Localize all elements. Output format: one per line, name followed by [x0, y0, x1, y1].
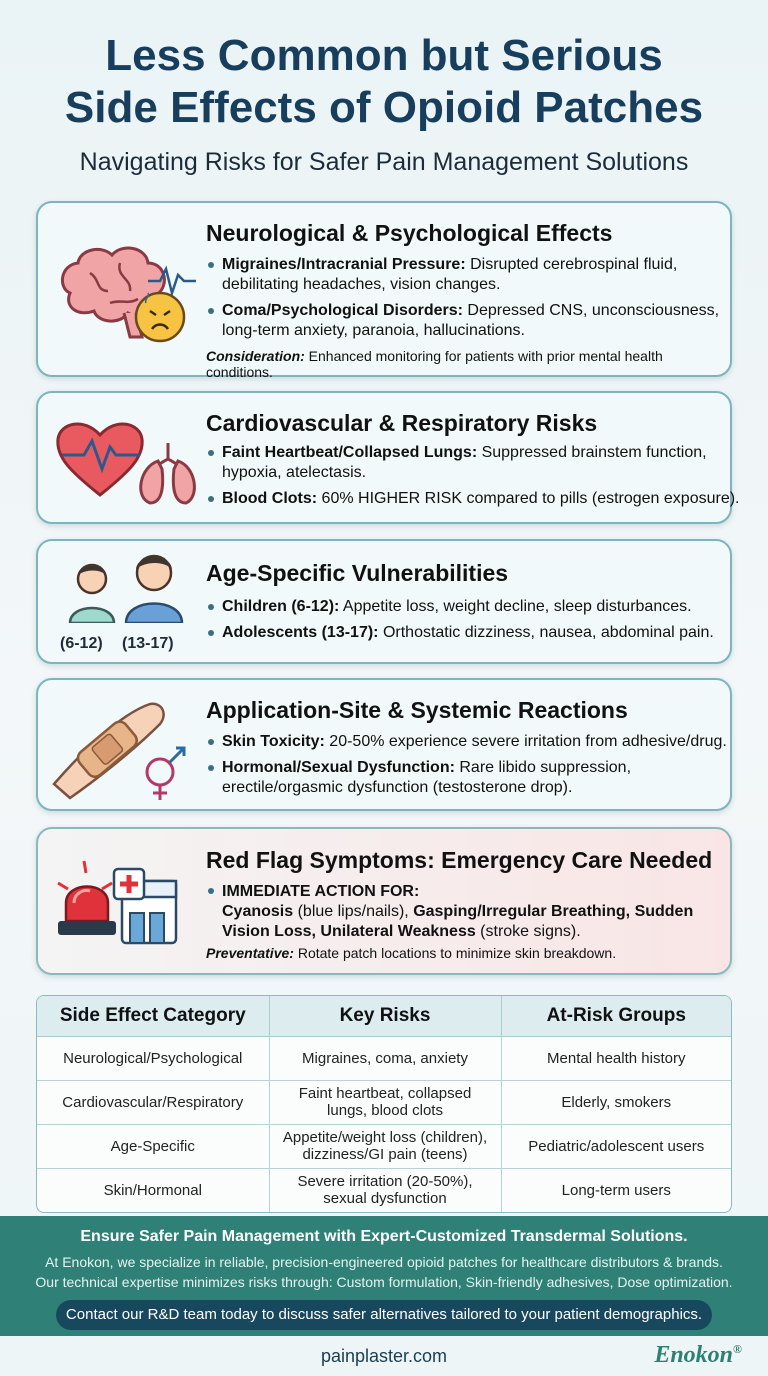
list-item: [206, 255, 726, 295]
application-site-list: [206, 732, 726, 804]
red-flag-action: [206, 882, 726, 942]
teen-age-label: (13-17): [122, 635, 174, 652]
item-text-continued: hypoxia, atelectasis.: [222, 464, 367, 481]
list-item: [206, 732, 726, 752]
action-label: IMMEDIATE ACTION FOR:: [222, 883, 420, 900]
red-flag-card: [36, 827, 732, 975]
column-header: At-Risk Groups: [501, 996, 731, 1036]
groups-cell: Elderly, smokers: [501, 1080, 731, 1124]
alarm-hospital-icon: [50, 859, 200, 949]
groups-cell: Long-term users: [561, 1181, 671, 1199]
heart-lungs-icon: [50, 407, 200, 507]
consideration-note: [206, 348, 730, 380]
risks-cell: Faint heartbeat, collapsed lungs, blood clots: [269, 1080, 501, 1124]
neurological-card: [36, 201, 732, 380]
list-item: [206, 301, 726, 341]
item-label: Coma/Psychological Disorders:: [222, 302, 463, 319]
cardiovascular-list: [206, 443, 740, 515]
cardiovascular-title: Cardiovascular & Respiratory Risks: [206, 410, 598, 436]
item-text: 20-50% experience severe irritation from adhesive/drug.: [324, 733, 727, 750]
risks-cell: Migraines, coma, anxiety: [269, 1036, 501, 1080]
preventative-note: [206, 945, 616, 961]
brand-logo: Enokon®: [654, 1342, 742, 1368]
item-label: Hormonal/Sexual Dysfunction:: [222, 759, 455, 776]
item-label: Blood Clots:: [222, 490, 318, 507]
groups-cell: Pediatric/adolescent users: [501, 1124, 731, 1168]
groups-cell: Mental health history: [501, 1036, 731, 1080]
item-text: 60% HIGHER RISK compared to pills (estrogen exposure).: [317, 490, 740, 507]
vision-label: Vision Loss, Unilateral Weakness: [222, 923, 476, 940]
item-label: Faint Heartbeat/Collapsed Lungs:: [222, 444, 478, 461]
item-text: Disrupted cerebrospinal fluid,: [465, 256, 678, 273]
gasping-label: Gasping/Irregular Breathing, Sudden: [413, 903, 694, 920]
item-label: Skin Toxicity:: [222, 733, 325, 750]
title-line-2: Side Effects of Opioid Patches: [64, 83, 704, 132]
table-row: [37, 1080, 731, 1124]
neurological-list: [206, 255, 726, 347]
contact-cta-button[interactable]: Contact our R&D team today to discuss safer alternatives tailored to your patient demographics.: [56, 1300, 712, 1330]
list-item: [206, 758, 726, 798]
title-line-1: Less Common but Serious: [105, 31, 663, 80]
age-specific-title: Age-Specific Vulnerabilities: [206, 560, 509, 586]
category-cell: Cardiovascular/Respiratory: [37, 1080, 269, 1124]
category-cell: Skin/Hormonal: [37, 1168, 269, 1212]
table-row: [37, 1168, 731, 1212]
patch-icon: [50, 694, 200, 804]
red-flag-title: Red Flag Symptoms: Emergency Care Needed: [206, 847, 713, 873]
stroke-text: (stroke signs).: [475, 923, 581, 940]
column-header: Key Risks: [269, 996, 501, 1036]
item-label: Children (6-12):: [222, 598, 340, 615]
column-header: Side Effect Category: [37, 996, 269, 1036]
risks-cell: Severe irritation (20-50%), sexual dysfunction: [269, 1168, 501, 1212]
side-effects-table: [36, 995, 732, 1213]
category-cell: Age-Specific: [37, 1124, 269, 1168]
child-age-label: (6-12): [60, 635, 103, 652]
table-row: [37, 1124, 731, 1168]
item-text: Rare libido suppression,: [454, 759, 632, 776]
application-site-card: [36, 678, 732, 811]
cyanosis-label: Cyanosis: [222, 903, 294, 920]
note-text: Enhanced monitoring for patients with prior mental health conditions.: [206, 348, 663, 380]
list-item: [206, 443, 726, 483]
item-text-continued: debilitating headaches, vision changes.: [222, 276, 501, 293]
age-specific-list: [206, 597, 726, 649]
item-label: Adolescents (13-17):: [222, 624, 379, 641]
category-cell: Neurological/Psychological: [37, 1036, 269, 1080]
item-label: Migraines/Intracranial Pressure:: [222, 256, 466, 273]
cyanosis-text: (blue lips/nails),: [293, 903, 414, 920]
item-text: Depressed CNS, unconsciousness,: [462, 302, 720, 319]
note-text: Rotate patch locations to minimize skin breakdown.: [293, 945, 617, 961]
list-item: [206, 597, 726, 617]
item-text-continued: erectile/orgasmic dysfunction (testosterone drop).: [222, 779, 573, 796]
risks-cell: Appetite/weight loss (children), dizziness/GI pain (teens): [269, 1124, 501, 1168]
cardiovascular-card: [36, 391, 740, 524]
note-label: Consideration:: [206, 348, 305, 364]
neurological-title: Neurological & Psychological Effects: [206, 220, 613, 246]
website-link[interactable]: painplaster.com: [320, 1346, 448, 1366]
item-text: Appetite loss, weight decline, sleep disturbances.: [339, 598, 692, 615]
item-text-continued: long-term anxiety, paranoia, hallucinations.: [222, 322, 525, 339]
children-icon: [50, 553, 200, 623]
table-header-row: [37, 996, 731, 1036]
page-title: [0, 30, 768, 134]
item-text: Orthostatic dizziness, nausea, abdominal pain.: [378, 624, 714, 641]
footer-line-2: Our technical expertise minimizes risks through: Custom formulation, Skin-friendly adhesives, Dose optimization.: [35, 1274, 733, 1290]
item-text: Suppressed brainstem function,: [477, 444, 707, 461]
table-row: [37, 1036, 731, 1080]
list-item: [206, 623, 726, 643]
application-site-title: Application-Site & Systemic Reactions: [206, 697, 628, 723]
age-specific-card: [36, 539, 732, 664]
note-label: Preventative:: [206, 945, 294, 961]
red-flag-bullet-icon: [208, 888, 214, 894]
brain-icon: [50, 233, 200, 353]
list-item: [206, 489, 740, 509]
footer-headline: Ensure Safer Pain Management with Expert-Customized Transdermal Solutions.: [80, 1228, 688, 1245]
footer-line-1: At Enokon, we specialize in reliable, precision-engineered opioid patches for healthcare distributors & brands.: [45, 1254, 723, 1270]
page-subtitle: Navigating Risks for Safer Pain Management Solutions: [79, 148, 689, 176]
